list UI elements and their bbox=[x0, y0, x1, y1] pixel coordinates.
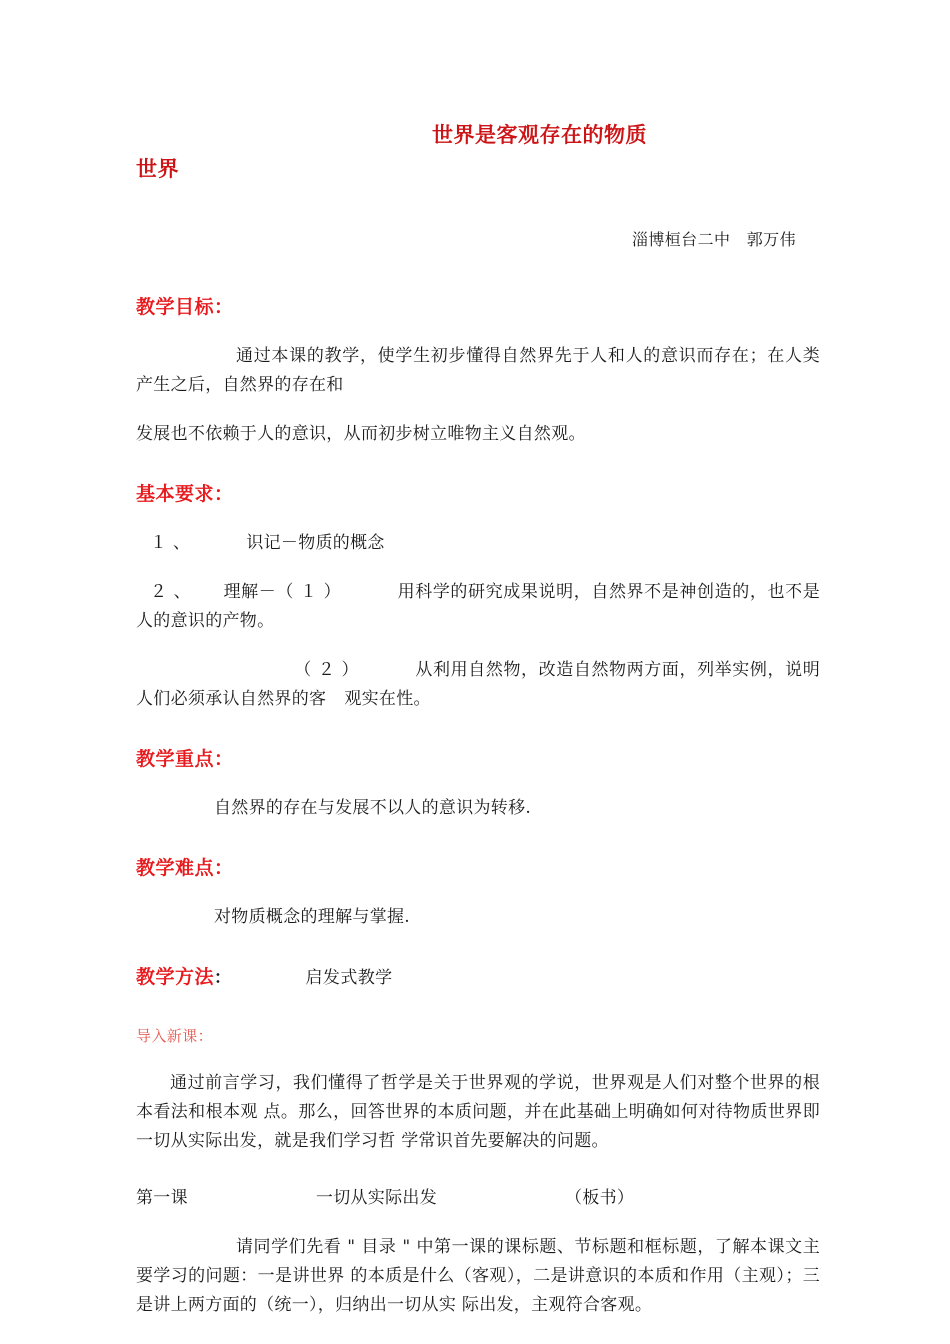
objectives-paragraph-2: 发展也不依赖于人的意识，从而初步树立唯物主义自然观。 bbox=[136, 424, 586, 444]
document-title-line1: 世界是客观存在的物质 bbox=[432, 122, 647, 147]
heading-difficulty: 教学难点： bbox=[136, 857, 234, 879]
requirement-item-3 bbox=[136, 636, 820, 714]
requirement-2-text: 用科学的研究成果说明，自然界不是神创造的，也不是人的意识的产物。 bbox=[136, 582, 820, 631]
heading-basic-requirements: 基本要求： bbox=[136, 483, 234, 505]
heading-key-point: 教学重点： bbox=[136, 748, 234, 770]
objectives-paragraph-1: 通过本课的教学，使学生初步懂得自然界先于人和人的意识而存在；在人类产生之后，自然界的存在和 bbox=[136, 346, 820, 395]
document-body bbox=[136, 0, 820, 1320]
heading-lead-in: 导入新课： bbox=[136, 1027, 214, 1045]
document-title bbox=[136, 0, 820, 186]
requirement-1-number: １ 、 bbox=[150, 533, 191, 553]
heading-teaching-method bbox=[136, 932, 820, 993]
key-point-text: 自然界的存在与发展不以人的意识为转移. bbox=[214, 798, 532, 818]
teaching-method-value: 启发式教学 bbox=[305, 968, 393, 988]
lesson-paragraph: 请同学们先看 " 目录 " 中第一课的课标题、节标题和框标题，了解本课文主要学习的问题：一是讲世界 的本质是什么（客观），二是讲意识的本质和作用（主观）；三是讲上两方面的（统一），归纳出一切从实 际出发，主观符合客观。 bbox=[136, 1237, 820, 1315]
heading-teaching-objectives: 教学目标： bbox=[136, 296, 234, 318]
requirement-2-number: ２ 、 bbox=[150, 582, 192, 602]
lesson-label: 第一课 bbox=[136, 1188, 188, 1208]
lesson-note: （板书） bbox=[565, 1188, 635, 1208]
requirement-3-label: （ ２ ） bbox=[294, 660, 360, 680]
difficulty-text: 对物质概念的理解与掌握. bbox=[214, 907, 411, 927]
requirement-item-1 bbox=[136, 509, 820, 558]
teaching-method-colon: ： bbox=[214, 968, 232, 988]
document-byline: 淄博桓台二中 郭万伟 bbox=[631, 230, 796, 249]
lead-in-paragraph: 通过前言学习，我们懂得了哲学是关于世界观的学说，世界观是人们对整个世界的根本看法和根本观 点。那么，回答世界的本质问题，并在此基础上明确如何对待物质世界即一切从实际出发，就是我们学习哲 学常识首先要解决的问题。 bbox=[136, 1073, 820, 1151]
requirement-3-text-b: 观实在性。 bbox=[344, 689, 431, 709]
requirement-item-2 bbox=[136, 558, 820, 636]
lesson-title-line bbox=[136, 1156, 820, 1213]
requirement-1-text: 识记－物质的概念 bbox=[246, 533, 385, 553]
teaching-method-label: 教学方法 bbox=[136, 966, 215, 988]
lesson-title: 一切从实际出发 bbox=[315, 1188, 438, 1208]
requirement-2-label: 理解－（ １ ） bbox=[223, 582, 342, 602]
document-title-line2: 世界 bbox=[136, 156, 179, 181]
requirement-3-text-a: 从利用自然物，改造自然物两方面，列举实例，说明人们必须承认自然界的客 bbox=[136, 660, 820, 709]
